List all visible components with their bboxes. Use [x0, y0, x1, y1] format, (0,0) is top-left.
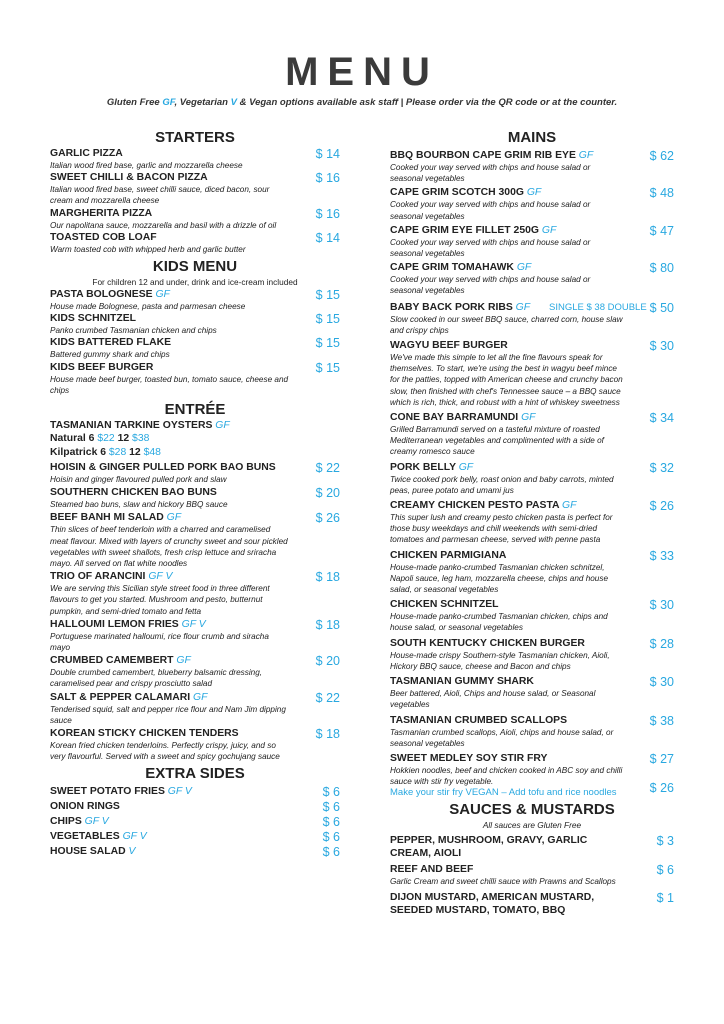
menu-item — [50, 461, 340, 485]
menu-item — [390, 499, 674, 546]
item-price: $ 16 — [315, 171, 340, 186]
starters-list — [50, 147, 340, 255]
item-name: CHICKEN SCHNITZEL — [390, 599, 499, 611]
ribs-diet: GF — [515, 301, 531, 313]
diet-tag: GF V — [167, 786, 192, 798]
sides-list — [50, 785, 340, 858]
item-name: ONION RINGS — [50, 801, 120, 813]
item-name: PASTA BOLOGNESE GF — [50, 289, 170, 301]
item-name: CHIPS GF V — [50, 816, 109, 828]
diet-tag: GF — [521, 412, 536, 424]
item-description: House made Bolognese, pasta and parmesan cheese — [50, 302, 246, 312]
menu-item — [390, 339, 674, 408]
menu-item — [390, 224, 674, 259]
diet-tag: GF — [155, 289, 170, 301]
menu-item — [50, 147, 340, 171]
item-name: BEEF BANH MI SALAD GF — [50, 512, 182, 524]
diet-tag: GF — [192, 691, 208, 703]
item-price: $ 16 — [315, 206, 340, 221]
entree-heading: ENTRÉE — [164, 401, 226, 419]
menu-item — [50, 288, 340, 312]
item-description: Cooked your way served with chips and house salad or seasonal vegetables — [390, 200, 591, 221]
item-name: DIJON MUSTARD, AMERICAN MUSTARD, SEEDED MUSTARD, TOMATO, BBQ — [390, 891, 595, 916]
item-name: SOUTH KENTUCKY CHICKEN BURGER — [390, 637, 585, 649]
menu-item — [390, 598, 674, 633]
ribs-name: BABY BACK PORK RIBS — [390, 301, 513, 313]
menu-item — [50, 845, 340, 858]
oysters-natural: Natural 6 $22 12 $38 — [50, 433, 150, 445]
item-price: $ 30 — [649, 339, 674, 354]
item-price: $ 14 — [315, 147, 340, 161]
item-name: SOUTHERN CHICKEN BAO BUNS — [50, 487, 217, 499]
diet-tag: GF — [166, 512, 182, 524]
starters-heading: STARTERS — [155, 129, 235, 146]
item-description: Thin slices of beef tenderloin with a charred and caramelised meat flavour. Mixed with layers of crunchy sweet and sour pickled vegetables with sweet shallots, fresh crisp lettuce and sriracha mayo. All served on flat white noodles — [50, 525, 288, 569]
kids-note: For children 12 and under, drink and ice-cream included — [92, 277, 298, 288]
item-price: $ 6 — [322, 785, 340, 800]
item-description: This super lush and creamy pesto chicken pasta is perfect for those busy weekdays and chill weekends with semi-dried tomatoes and parmesan cheese, served with penne pasta — [390, 513, 613, 545]
item-name: GARLIC PIZZA — [50, 148, 123, 159]
diet-tag: GF — [562, 500, 577, 512]
item-description: Hoisin and ginger flavoured pulled pork and slaw — [50, 475, 227, 485]
menu-item — [50, 570, 340, 617]
item-name: WAGYU BEEF BURGER — [390, 340, 508, 352]
item-description: Warm toasted cob with whipped herb and garlic butter — [50, 244, 246, 254]
ribs-price: $ 50 — [649, 300, 674, 315]
diet-tag: GF — [458, 461, 474, 473]
menu-item-ribs — [390, 301, 674, 336]
item-price: $ 27 — [649, 751, 674, 766]
diet-tag: GF — [578, 150, 594, 161]
item-name: SWEET MEDLEY SOY STIR FRY — [390, 752, 548, 764]
item-description: We've made this simple to let all the fine flavours speak for themselves. To start, we're using the best in wagyu beef mince for the patties, topped with American cheese and crunchy bacon slow, then finished with chef's Tennessee sauce – a BBQ sauce which is rich, thick, and robust with a hint of whiskey sweetness — [390, 353, 623, 407]
diet-tag: V — [128, 846, 136, 858]
item-description: Hokkien noodles, beef and chicken cooked in ABC soy and chilli sauce with stir fry vegetable. — [390, 765, 623, 787]
menu-item — [390, 834, 674, 860]
sauces-list — [390, 834, 674, 916]
item-price: $ 15 — [315, 312, 340, 327]
menu-item — [50, 361, 340, 396]
menu-item — [50, 785, 340, 798]
menu-item — [390, 149, 674, 184]
menu-item — [390, 461, 674, 496]
menu-item — [50, 691, 340, 726]
vegan-note: Make your stir fry VEGAN – Add tofu and rice noodles — [390, 787, 617, 799]
item-price: $ 18 — [315, 727, 340, 742]
item-price: $ 18 — [315, 617, 340, 632]
kids-heading: KIDS MENU — [152, 258, 238, 276]
diet-tag: GF — [541, 224, 557, 236]
item-name: KIDS SCHNITZEL — [50, 313, 137, 325]
item-description: Double crumbed camembert, blueberry balsamic dressing, caramelised pear and crispy prosciutto salad — [50, 668, 263, 689]
item-price: $ 38 — [649, 713, 674, 728]
item-name: BBQ BOURBON CAPE GRIM RIB EYE GF — [390, 150, 594, 161]
item-name: SALT & PEPPER CALAMARI GF — [50, 691, 208, 703]
item-price: $ 15 — [315, 288, 340, 303]
item-name: KIDS BEEF BURGER — [50, 361, 154, 373]
item-description: House-made panko-crumbed Tasmanian chicken, chips and house salad, or seasonal vegetables — [390, 612, 608, 633]
item-price: $ 48 — [649, 186, 674, 201]
item-price: $ 1 — [656, 890, 674, 905]
menu-item — [390, 675, 674, 710]
item-name: CHICKEN PARMIGIANA — [390, 549, 507, 561]
menu-item — [50, 486, 340, 510]
item-price: $ 30 — [649, 675, 674, 690]
entree-list — [50, 461, 340, 762]
diet-tag: GF V — [181, 618, 206, 630]
item-description: Panko crumbed Tasmanian chicken and chips — [50, 326, 217, 336]
menu-item — [50, 654, 340, 689]
item-description: Italian wood fired base, sweet chilli sauce, diced bacon, sour cream and mozzarella cheese — [50, 185, 270, 206]
item-price: $ 28 — [649, 636, 674, 651]
menu-item — [390, 891, 674, 917]
item-description: House made beef burger, toasted bun, tomato sauce, cheese and chips — [50, 374, 289, 395]
item-name: REEF AND BEEF — [390, 864, 474, 876]
item-price: $ 6 — [322, 845, 340, 860]
item-price: $ 14 — [315, 230, 340, 245]
item-name: CRUMBED CAMEMBERT GF — [50, 655, 191, 667]
menu-item — [50, 312, 340, 336]
sauces-note: All sauces are Gluten Free — [482, 820, 582, 831]
item-description: Italian wood fired base, garlic and mozzarella cheese — [50, 161, 243, 170]
item-price: $ 6 — [322, 815, 340, 830]
item-description: Tasmanian crumbed scallops, Aioli, chips and house salad, or seasonal vegetables — [390, 727, 614, 748]
item-name: TRIO OF ARANCINI GF V — [50, 571, 173, 583]
item-price: $ 32 — [649, 460, 674, 475]
item-name: KOREAN STICKY CHICKEN TENDERS — [50, 728, 239, 740]
item-description: Twice cooked pork belly, roast onion and baby carrots, minted peas, puree potato and umami jus — [390, 474, 614, 495]
menu-item — [50, 231, 340, 255]
item-description: Beer battered, Aioli, Chips and house salad, or Seasonal vegetables — [390, 689, 596, 710]
mains-list-2 — [390, 339, 674, 787]
item-name: CAPE GRIM SCOTCH 300G GF — [390, 187, 542, 199]
oysters-kilpatrick: Kilpatrick 6 $28 12 $48 — [50, 447, 161, 459]
item-price: $ 33 — [649, 548, 674, 563]
dietary-subtitle: Gluten Free GF, Vegetarian V & Vegan options available ask staff | Please order via the QR code or at the counter. — [106, 97, 618, 108]
diet-tag: GF — [516, 262, 532, 274]
item-price: $ 18 — [315, 570, 340, 585]
menu-item — [50, 511, 340, 569]
sides-heading: EXTRA SIDES — [145, 765, 245, 783]
item-name: CONE BAY BARRAMUNDI GF — [390, 412, 536, 424]
diet-tag: GF — [176, 655, 191, 667]
item-price: $ 62 — [649, 149, 674, 163]
kids-list — [50, 288, 340, 396]
menu-item — [390, 186, 674, 221]
item-name: CAPE GRIM TOMAHAWK GF — [390, 262, 532, 274]
item-price: $ 47 — [649, 223, 674, 238]
item-price: $ 22 — [315, 690, 340, 705]
diet-tag: GF V — [122, 831, 147, 843]
menu-item — [390, 411, 674, 458]
menu-item — [390, 714, 674, 749]
item-description: Cooked your way served with chips and house salad or seasonal vegetables — [390, 237, 591, 259]
item-description: We are serving this Sicilian style street food in three different flavours to get you started. Mushroom and pesto, butternut pumpkin, and semi-dried tomato and fetta — [50, 584, 270, 616]
item-name: CREAMY CHICKEN PESTO PASTA GF — [390, 500, 577, 512]
menu-item — [50, 171, 340, 206]
item-name: MARGHERITA PIZZA — [50, 207, 153, 219]
item-name: HALLOUMI LEMON FRIES GF V — [50, 618, 206, 630]
item-description: Battered gummy shark and chips — [50, 350, 170, 360]
menu-item — [50, 830, 340, 843]
menu-item — [390, 752, 674, 787]
mains-heading: MAINS — [507, 129, 557, 146]
item-description: Steamed bao buns, slaw and hickory BBQ sauce — [50, 500, 228, 510]
item-name: TASMANIAN GUMMY SHARK — [390, 676, 534, 688]
item-price: $ 15 — [315, 336, 340, 351]
menu-item — [390, 863, 674, 887]
vegan-stir-fry-note — [390, 781, 674, 799]
menu-item — [50, 207, 340, 231]
item-description: Portuguese marinated halloumi, rice flour crumb and siracha mayo — [50, 631, 269, 653]
item-name: HOUSE SALAD V — [50, 846, 136, 858]
item-name: PEPPER, MUSHROOM, GRAVY, GARLIC CREAM, AIOLI — [390, 835, 588, 860]
oysters-name: TASMANIAN TARKINE OYSTERS GF — [50, 420, 230, 432]
item-name: SWEET POTATO FRIES GF V — [50, 786, 192, 798]
item-description: Grilled Barramundi served on a tasteful mixture of roasted Mediterranean vegetables and complimented with a side of creamy romesco sauce — [390, 425, 604, 457]
item-price: $ 6 — [656, 863, 674, 878]
item-name: HOISIN & GINGER PULLED PORK BAO BUNS — [50, 462, 276, 474]
diet-tag: GF — [526, 187, 542, 199]
item-name: TOASTED COB LOAF — [50, 231, 157, 243]
item-name: PORK BELLY GF — [390, 461, 474, 473]
menu-item — [390, 261, 674, 296]
item-description: Our napolitana sauce, mozzarella and basil with a drizzle of oil — [50, 220, 277, 230]
item-description: Garlic Cream and sweet chilli sauce with Prawns and Scallops — [390, 877, 616, 887]
vegan-price: $ 26 — [649, 781, 674, 796]
item-price: $ 3 — [656, 834, 674, 849]
item-price: $ 20 — [315, 486, 340, 501]
ribs-desc: Slow cooked in our sweet BBQ sauce, charred corn, house slaw and crispy chips — [390, 314, 623, 335]
item-name: VEGETABLES GF V — [50, 831, 147, 843]
menu-item — [390, 637, 674, 672]
diet-tag: GF V — [84, 816, 109, 828]
menu-item — [390, 549, 674, 596]
left-column — [50, 128, 340, 858]
item-description: House-made crispy Southern-style Tasmanian chicken, Aioli, Hickory BBQ sauce, cheese and Bacon and chips — [390, 650, 610, 671]
item-price: $ 22 — [315, 461, 340, 476]
page-title: MENU — [285, 50, 439, 94]
item-description: House-made panko-crumbed Tasmanian chicken schnitzel, Napoli sauce, leg ham, mozzarella cheese, chips and house salad, or seasonal vegetables — [390, 562, 609, 595]
item-price: $ 26 — [315, 511, 340, 526]
item-description: Cooked your way served with chips and house salad or seasonal vegetables — [390, 163, 591, 184]
item-name: KIDS BATTERED FLAKE — [50, 337, 172, 349]
diet-tag: GF V — [148, 571, 173, 583]
item-price: $ 6 — [322, 830, 340, 845]
item-price: $ 15 — [315, 360, 340, 375]
mains-list — [390, 149, 674, 297]
sauces-heading: SAUCES & MUSTARDS — [449, 801, 615, 819]
menu-item — [50, 800, 340, 813]
item-price: $ 34 — [649, 411, 674, 426]
item-name: SWEET CHILLI & BACON PIZZA — [50, 172, 208, 184]
item-price: $ 80 — [649, 261, 674, 276]
item-price: $ 20 — [315, 654, 340, 669]
right-column — [390, 128, 674, 917]
ribs-single-price: SINGLE $ 38 DOUBLE — [549, 301, 647, 313]
menu-item — [50, 727, 340, 762]
menu-item — [50, 336, 340, 360]
item-price: $ 26 — [649, 499, 674, 514]
item-description: Cooked your way served with chips and house salad or seasonal vegetables — [390, 275, 591, 296]
item-price: $ 6 — [322, 800, 340, 815]
item-description: Tenderised squid, salt and pepper rice flour and Nam Jim dipping sauce — [50, 704, 286, 725]
item-name: TASMANIAN CRUMBED SCALLOPS — [390, 714, 568, 726]
item-price: $ 30 — [649, 598, 674, 613]
menu-item — [50, 618, 340, 653]
item-name: CAPE GRIM EYE FILLET 250G GF — [390, 224, 557, 236]
menu-item — [50, 815, 340, 828]
item-description: Korean fried chicken tenderloins. Perfectly crispy, juicy, and so very flavourful. Served with a sweet and spicy gochujang sauce — [50, 741, 280, 762]
